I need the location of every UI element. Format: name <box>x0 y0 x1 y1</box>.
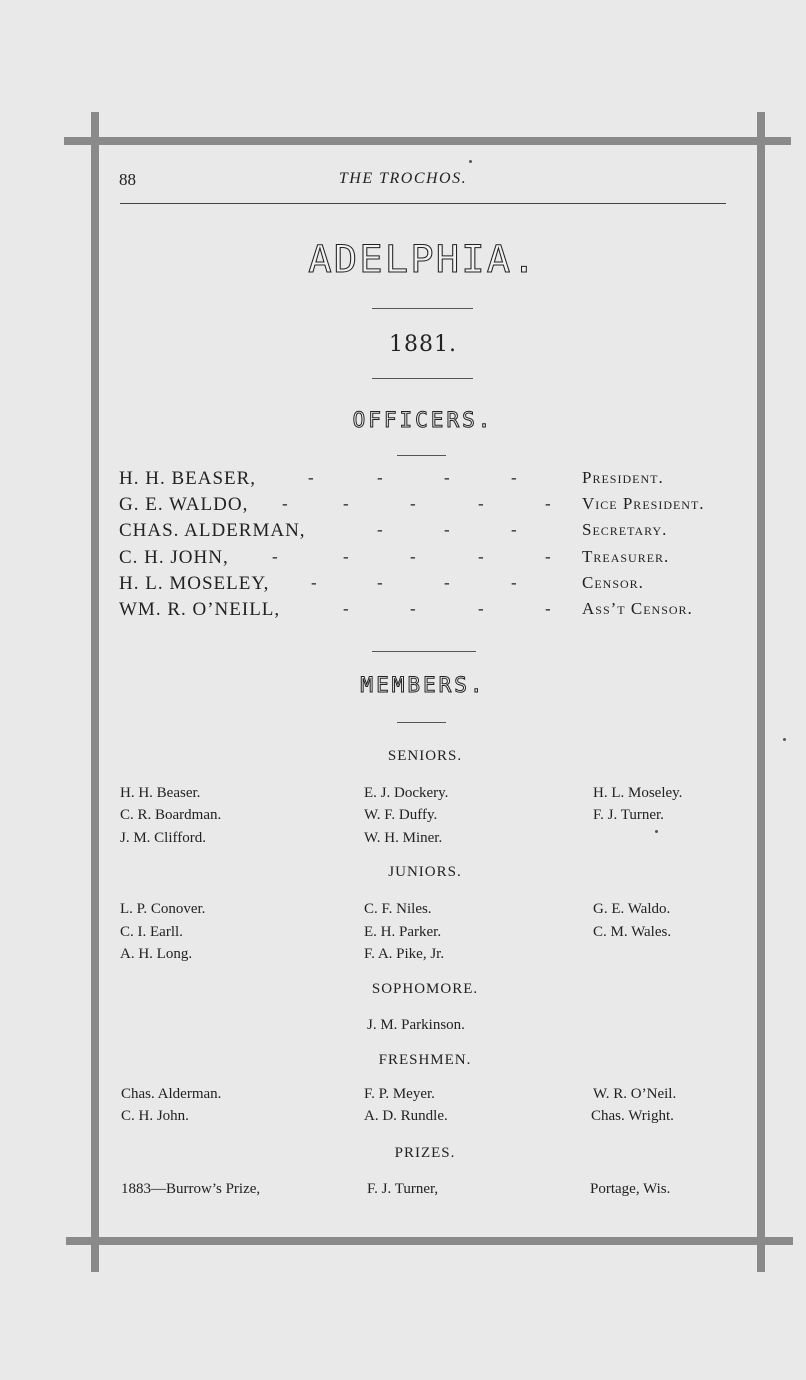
leader-dash: - <box>377 520 383 539</box>
member-name: C. F. Niles. <box>364 901 432 917</box>
members-heading: MEMBERS. <box>360 673 486 697</box>
page-title: ADELPHIA. <box>308 238 538 281</box>
leader-dash: - <box>444 468 450 487</box>
running-title: THE TROCHOS. <box>338 170 468 187</box>
leader-dash: - <box>444 573 450 592</box>
member-name: J. M. Parkinson. <box>367 1017 465 1033</box>
juniors-heading: JUNIORS. <box>388 864 462 880</box>
officers-heading-rule <box>397 455 446 456</box>
prize-name: 1883—Burrow’s Prize, <box>121 1181 261 1197</box>
member-name: H. H. Beaser. <box>120 785 201 801</box>
leader-dash: - <box>478 547 484 566</box>
leader-dash: - <box>272 547 278 566</box>
member-name: F. P. Meyer. <box>364 1086 435 1102</box>
title-rule <box>372 308 473 309</box>
prizes-heading: PRIZES. <box>394 1145 456 1161</box>
officer-title: Secretary. <box>582 520 668 539</box>
leader-dash: - <box>511 468 517 487</box>
header-rule <box>120 203 726 204</box>
leader-dash: - <box>511 520 517 539</box>
member-name: G. E. Waldo. <box>593 901 671 917</box>
leader-dash: - <box>511 573 517 592</box>
officer-title: President. <box>582 468 664 487</box>
member-name: C. R. Boardman. <box>120 807 222 823</box>
member-name: C. H. John. <box>121 1108 189 1124</box>
leader-dash: - <box>410 547 416 566</box>
year: 1881. <box>389 332 457 357</box>
member-name: F. A. Pike, Jr. <box>364 946 445 962</box>
leader-dash: - <box>343 599 349 618</box>
officer-name: G. E. WALDO, <box>119 494 249 515</box>
member-name: Chas. Alderman. <box>121 1086 222 1102</box>
officer-name: CHAS. ALDERMAN, <box>119 520 306 541</box>
leader-dash: - <box>311 573 317 592</box>
officer-title: Censor. <box>582 573 644 592</box>
leader-dash: - <box>545 494 551 513</box>
prize-place: Portage, Wis. <box>590 1181 671 1197</box>
leader-dash: - <box>377 573 383 592</box>
leader-dash: - <box>444 520 450 539</box>
officer-name: C. H. JOHN, <box>119 547 229 568</box>
leader-dash: - <box>478 494 484 513</box>
speck <box>655 830 658 833</box>
officers-heading: OFFICERS. <box>352 408 494 432</box>
leader-dash: - <box>410 494 416 513</box>
leader-dash: - <box>545 599 551 618</box>
officer-name: H. H. BEASER, <box>119 468 257 489</box>
leader-dash: - <box>343 547 349 566</box>
officer-title: Vice President. <box>582 494 705 513</box>
member-name: C. M. Wales. <box>593 924 672 940</box>
officer-name: WM. R. O’NEILL, <box>119 599 281 620</box>
member-name: Chas. Wright. <box>591 1108 674 1124</box>
year-rule <box>372 378 473 379</box>
leader-dash: - <box>282 494 288 513</box>
officer-title: Ass’t Censor. <box>582 599 693 618</box>
member-name: E. J. Dockery. <box>364 785 449 801</box>
member-name: A. H. Long. <box>120 946 193 962</box>
sophomore-heading: SOPHOMORE. <box>371 981 479 997</box>
leader-dash: - <box>377 468 383 487</box>
speck <box>783 738 786 741</box>
leader-dash: - <box>478 599 484 618</box>
member-name: E. H. Parker. <box>364 924 442 940</box>
freshmen-heading: FRESHMEN. <box>378 1052 472 1068</box>
member-name: C. I. Earll. <box>120 924 183 940</box>
member-name: H. L. Moseley. <box>593 785 683 801</box>
frame-bottom-bar <box>66 1237 793 1245</box>
speck <box>469 160 472 163</box>
prize-winner: F. J. Turner, <box>367 1181 439 1197</box>
member-name: W. F. Duffy. <box>364 807 438 823</box>
member-name: L. P. Conover. <box>120 901 206 917</box>
page-number: 88 <box>119 170 136 189</box>
member-name: A. D. Rundle. <box>364 1108 448 1124</box>
seniors-heading: SENIORS. <box>387 748 463 764</box>
leader-dash: - <box>545 547 551 566</box>
member-name: F. J. Turner. <box>593 807 664 823</box>
leader-dash: - <box>308 468 314 487</box>
officer-name: H. L. MOSELEY, <box>119 573 270 594</box>
officer-title: Treasurer. <box>582 547 670 566</box>
member-name: W. H. Miner. <box>364 830 443 846</box>
leader-dash: - <box>343 494 349 513</box>
officers-end-rule <box>372 651 476 652</box>
members-heading-rule <box>397 722 446 723</box>
leader-dash: - <box>410 599 416 618</box>
member-name: W. R. O’Neil. <box>593 1086 677 1102</box>
member-name: J. M. Clifford. <box>120 830 206 846</box>
frame-top-bar <box>64 137 791 145</box>
